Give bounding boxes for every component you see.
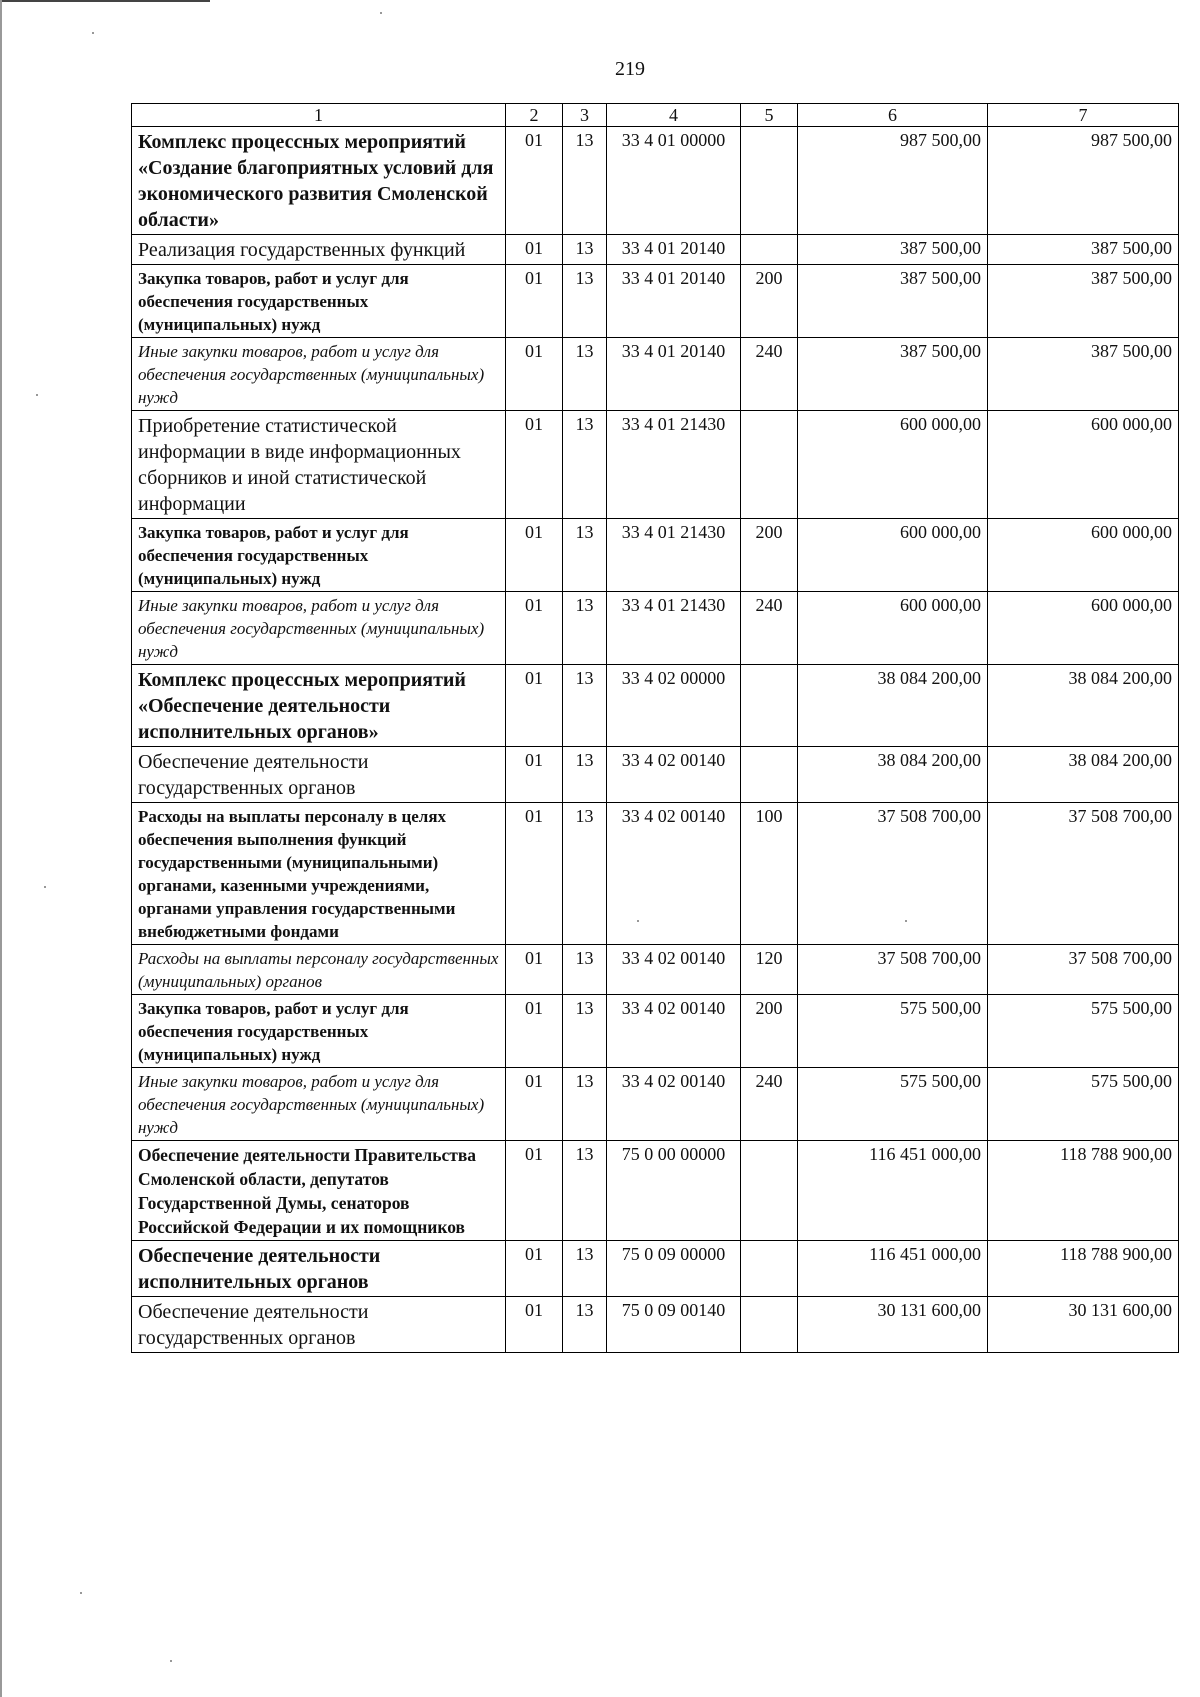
code-subsection: 13 <box>563 338 607 411</box>
amount-year-2: 575 500,00 <box>988 1068 1179 1141</box>
code-section: 01 <box>506 235 563 265</box>
amount-year-1: 600 000,00 <box>798 592 988 665</box>
scan-speck <box>92 32 94 34</box>
item-name: Закупка товаров, работ и услуг для обеспечения государственных (муниципальных) нужд <box>132 519 506 592</box>
amount-year-1: 387 500,00 <box>798 265 988 338</box>
amount-year-1: 38 084 200,00 <box>798 665 988 747</box>
scan-speck <box>905 920 907 922</box>
code-subsection: 13 <box>563 1068 607 1141</box>
code-expense-type: 200 <box>741 995 798 1068</box>
code-target: 75 0 09 00140 <box>607 1297 741 1353</box>
scan-speck <box>170 1660 172 1662</box>
budget-table <box>131 103 1179 1353</box>
table-row <box>132 338 1179 411</box>
amount-year-1: 116 451 000,00 <box>798 1241 988 1297</box>
table-row <box>132 1297 1179 1353</box>
header-col-2: 2 <box>506 104 563 127</box>
item-name: Обеспечение деятельности государственных органов <box>132 1297 506 1353</box>
amount-year-1: 30 131 600,00 <box>798 1297 988 1353</box>
item-name: Иные закупки товаров, работ и услуг для обеспечения государственных (муниципальных) нужд <box>132 592 506 665</box>
amount-year-1: 37 508 700,00 <box>798 803 988 945</box>
item-name: Расходы на выплаты персоналу государственных (муниципальных) органов <box>132 945 506 995</box>
table-row <box>132 1068 1179 1141</box>
header-row <box>132 104 1179 127</box>
code-subsection: 13 <box>563 411 607 519</box>
code-target: 33 4 01 21430 <box>607 519 741 592</box>
code-expense-type: 120 <box>741 945 798 995</box>
scan-speck <box>80 1592 82 1594</box>
amount-year-2: 387 500,00 <box>988 338 1179 411</box>
header-col-1: 1 <box>132 104 506 127</box>
table-row <box>132 411 1179 519</box>
amount-year-2: 38 084 200,00 <box>988 747 1179 803</box>
code-expense-type <box>741 1141 798 1241</box>
amount-year-2: 118 788 900,00 <box>988 1141 1179 1241</box>
code-expense-type <box>741 1241 798 1297</box>
item-name: Обеспечение деятельности Правительства Смоленской области, депутатов Государственной Думы, сенаторов Российской Федерации и их помощников <box>132 1141 506 1241</box>
scan-speck <box>637 920 639 922</box>
code-target: 33 4 01 20140 <box>607 265 741 338</box>
amount-year-1: 600 000,00 <box>798 411 988 519</box>
code-target: 33 4 02 00000 <box>607 665 741 747</box>
amount-year-1: 575 500,00 <box>798 1068 988 1141</box>
table-row <box>132 519 1179 592</box>
code-expense-type <box>741 235 798 265</box>
code-section: 01 <box>506 803 563 945</box>
item-name: Иные закупки товаров, работ и услуг для обеспечения государственных (муниципальных) нужд <box>132 1068 506 1141</box>
code-subsection: 13 <box>563 265 607 338</box>
code-section: 01 <box>506 338 563 411</box>
code-target: 33 4 01 21430 <box>607 411 741 519</box>
amount-year-2: 600 000,00 <box>988 519 1179 592</box>
code-section: 01 <box>506 592 563 665</box>
table-row <box>132 127 1179 235</box>
amount-year-2: 118 788 900,00 <box>988 1241 1179 1297</box>
amount-year-2: 600 000,00 <box>988 592 1179 665</box>
amount-year-2: 600 000,00 <box>988 411 1179 519</box>
item-name: Комплекс процессных мероприятий «Обеспечение деятельности исполнительных органов» <box>132 665 506 747</box>
scan-edge-top <box>0 0 210 2</box>
scan-speck <box>380 12 382 14</box>
code-section: 01 <box>506 127 563 235</box>
item-name: Закупка товаров, работ и услуг для обеспечения государственных (муниципальных) нужд <box>132 995 506 1068</box>
header-col-7: 7 <box>988 104 1179 127</box>
table-row <box>132 1141 1179 1241</box>
code-expense-type <box>741 127 798 235</box>
code-expense-type: 100 <box>741 803 798 945</box>
code-expense-type <box>741 1297 798 1353</box>
code-section: 01 <box>506 945 563 995</box>
table-row <box>132 235 1179 265</box>
code-target: 75 0 09 00000 <box>607 1241 741 1297</box>
code-subsection: 13 <box>563 1141 607 1241</box>
amount-year-2: 37 508 700,00 <box>988 803 1179 945</box>
table-row <box>132 265 1179 338</box>
item-name: Расходы на выплаты персоналу в целях обеспечения выполнения функций государственными (муниципальными) органами, казенными учреждениями, органами управления государственными внебюджетными фондами <box>132 803 506 945</box>
code-expense-type <box>741 665 798 747</box>
code-section: 01 <box>506 1241 563 1297</box>
code-subsection: 13 <box>563 747 607 803</box>
item-name: Обеспечение деятельности государственных органов <box>132 747 506 803</box>
code-expense-type: 240 <box>741 592 798 665</box>
table-row <box>132 1241 1179 1297</box>
amount-year-1: 987 500,00 <box>798 127 988 235</box>
code-expense-type <box>741 411 798 519</box>
amount-year-1: 575 500,00 <box>798 995 988 1068</box>
item-name: Комплекс процессных мероприятий «Создание благоприятных условий для экономического развития Смоленской области» <box>132 127 506 235</box>
code-subsection: 13 <box>563 803 607 945</box>
code-subsection: 13 <box>563 519 607 592</box>
table-row <box>132 747 1179 803</box>
amount-year-1: 387 500,00 <box>798 235 988 265</box>
scan-speck <box>44 886 46 888</box>
code-section: 01 <box>506 665 563 747</box>
code-target: 33 4 01 20140 <box>607 235 741 265</box>
code-expense-type <box>741 747 798 803</box>
header-col-5: 5 <box>741 104 798 127</box>
code-target: 33 4 01 20140 <box>607 338 741 411</box>
code-subsection: 13 <box>563 945 607 995</box>
code-section: 01 <box>506 1297 563 1353</box>
code-expense-type: 200 <box>741 519 798 592</box>
code-subsection: 13 <box>563 995 607 1068</box>
code-subsection: 13 <box>563 235 607 265</box>
code-target: 33 4 02 00140 <box>607 945 741 995</box>
amount-year-2: 38 084 200,00 <box>988 665 1179 747</box>
table-row <box>132 995 1179 1068</box>
code-section: 01 <box>506 747 563 803</box>
code-subsection: 13 <box>563 127 607 235</box>
code-expense-type: 200 <box>741 265 798 338</box>
code-target: 33 4 01 00000 <box>607 127 741 235</box>
amount-year-1: 600 000,00 <box>798 519 988 592</box>
amount-year-1: 38 084 200,00 <box>798 747 988 803</box>
code-target: 33 4 02 00140 <box>607 747 741 803</box>
amount-year-1: 116 451 000,00 <box>798 1141 988 1241</box>
amount-year-2: 30 131 600,00 <box>988 1297 1179 1353</box>
table-row <box>132 592 1179 665</box>
header-col-3: 3 <box>563 104 607 127</box>
code-expense-type: 240 <box>741 338 798 411</box>
item-name: Реализация государственных функций <box>132 235 506 265</box>
scan-speck <box>36 394 38 396</box>
code-target: 33 4 01 21430 <box>607 592 741 665</box>
code-subsection: 13 <box>563 1241 607 1297</box>
code-subsection: 13 <box>563 1297 607 1353</box>
table-row <box>132 945 1179 995</box>
code-section: 01 <box>506 1141 563 1241</box>
code-section: 01 <box>506 1068 563 1141</box>
scan-edge-left <box>0 0 2 1697</box>
code-expense-type: 240 <box>741 1068 798 1141</box>
amount-year-2: 387 500,00 <box>988 235 1179 265</box>
amount-year-2: 575 500,00 <box>988 995 1179 1068</box>
amount-year-2: 387 500,00 <box>988 265 1179 338</box>
table-row <box>132 665 1179 747</box>
table-row <box>132 803 1179 945</box>
amount-year-2: 987 500,00 <box>988 127 1179 235</box>
code-target: 33 4 02 00140 <box>607 1068 741 1141</box>
amount-year-2: 37 508 700,00 <box>988 945 1179 995</box>
code-section: 01 <box>506 519 563 592</box>
code-section: 01 <box>506 265 563 338</box>
code-subsection: 13 <box>563 665 607 747</box>
header-col-6: 6 <box>798 104 988 127</box>
page-number: 219 <box>615 58 645 80</box>
code-section: 01 <box>506 995 563 1068</box>
header-col-4: 4 <box>607 104 741 127</box>
code-section: 01 <box>506 411 563 519</box>
item-name: Закупка товаров, работ и услуг для обеспечения государственных (муниципальных) нужд <box>132 265 506 338</box>
item-name: Обеспечение деятельности исполнительных органов <box>132 1241 506 1297</box>
amount-year-1: 37 508 700,00 <box>798 945 988 995</box>
code-target: 75 0 00 00000 <box>607 1141 741 1241</box>
item-name: Иные закупки товаров, работ и услуг для обеспечения государственных (муниципальных) нужд <box>132 338 506 411</box>
code-subsection: 13 <box>563 592 607 665</box>
code-target: 33 4 02 00140 <box>607 803 741 945</box>
code-target: 33 4 02 00140 <box>607 995 741 1068</box>
item-name: Приобретение статистической информации в виде информационных сборников и иной статистической информации <box>132 411 506 519</box>
amount-year-1: 387 500,00 <box>798 338 988 411</box>
